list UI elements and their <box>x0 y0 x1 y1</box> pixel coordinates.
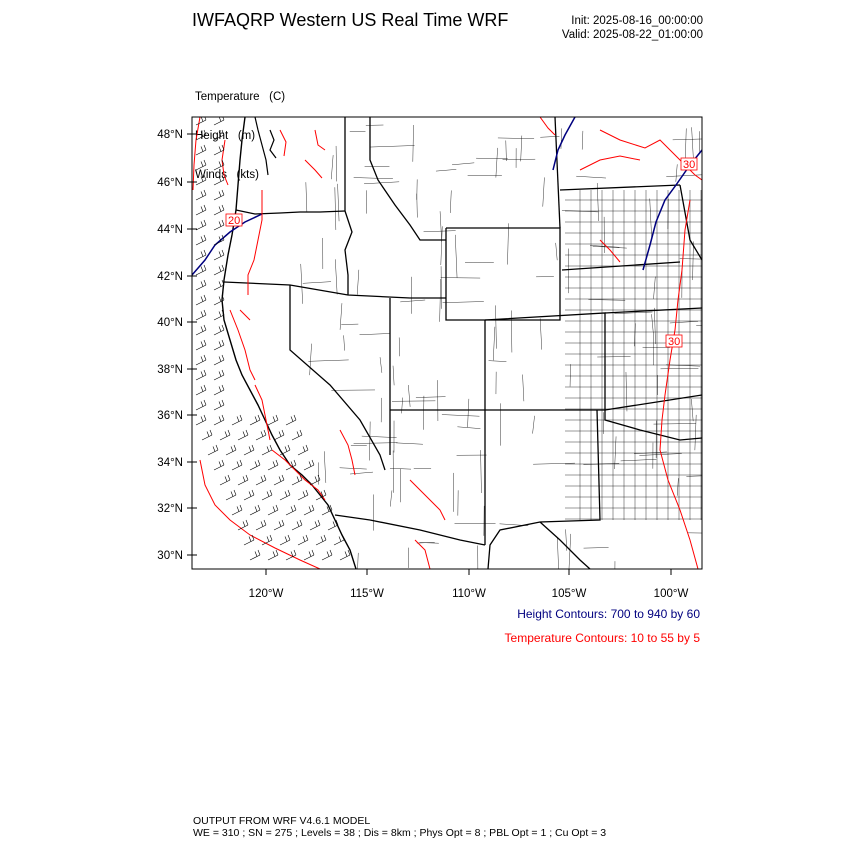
lon-label: 105°W <box>551 588 587 600</box>
height-contours <box>192 117 702 275</box>
model-settings: WE = 310 ; SN = 275 ; Levels = 38 ; Dis = 8km ; Phys Opt = 8 ; PBL Opt = 1 ; Cu Opt = 3 <box>193 827 607 839</box>
lat-label: 38°N <box>157 364 183 376</box>
lat-label: 32°N <box>157 503 183 515</box>
wind-barbs <box>196 115 350 560</box>
model-version: OUTPUT FROM WRF V4.6.1 MODEL <box>193 815 371 827</box>
lat-label: 34°N <box>157 457 183 469</box>
field-winds: Winds (kts) <box>195 169 259 181</box>
lat-axis <box>157 129 197 562</box>
lat-label: 46°N <box>157 177 183 189</box>
lat-label: 40°N <box>157 317 183 329</box>
map-layers <box>192 115 729 593</box>
lat-label: 30°N <box>157 550 183 562</box>
county-lines <box>301 125 729 593</box>
height-legend: Height Contours: 700 to 940 by 60 <box>517 607 700 621</box>
lat-label: 48°N <box>157 129 183 141</box>
plot-title: IWFAQRP Western US Real Time WRF <box>192 10 509 30</box>
field-height: Height (m) <box>195 130 256 142</box>
lon-axis <box>249 569 689 600</box>
field-temperature: Temperature (C) <box>195 91 286 103</box>
lon-label: 115°W <box>350 588 384 600</box>
lat-label: 42°N <box>157 271 183 283</box>
lat-label: 36°N <box>157 410 183 422</box>
valid-time: Valid: 2025-08-22_01:00:00 <box>561 29 703 41</box>
lon-label: 100°W <box>653 588 689 600</box>
contour-label-30-north: 30 <box>683 159 696 171</box>
lon-label: 110°W <box>452 588 486 600</box>
contour-label-20: 20 <box>228 215 241 227</box>
temperature-legend: Temperature Contours: 10 to 55 by 5 <box>504 631 700 645</box>
contour-label-30-south: 30 <box>668 336 681 348</box>
init-time: Init: 2025-08-16_00:00:00 <box>571 15 703 27</box>
puget-sound <box>255 117 276 175</box>
model-info <box>193 815 606 839</box>
lon-label: 120°W <box>248 588 284 600</box>
lat-label: 44°N <box>157 224 183 236</box>
